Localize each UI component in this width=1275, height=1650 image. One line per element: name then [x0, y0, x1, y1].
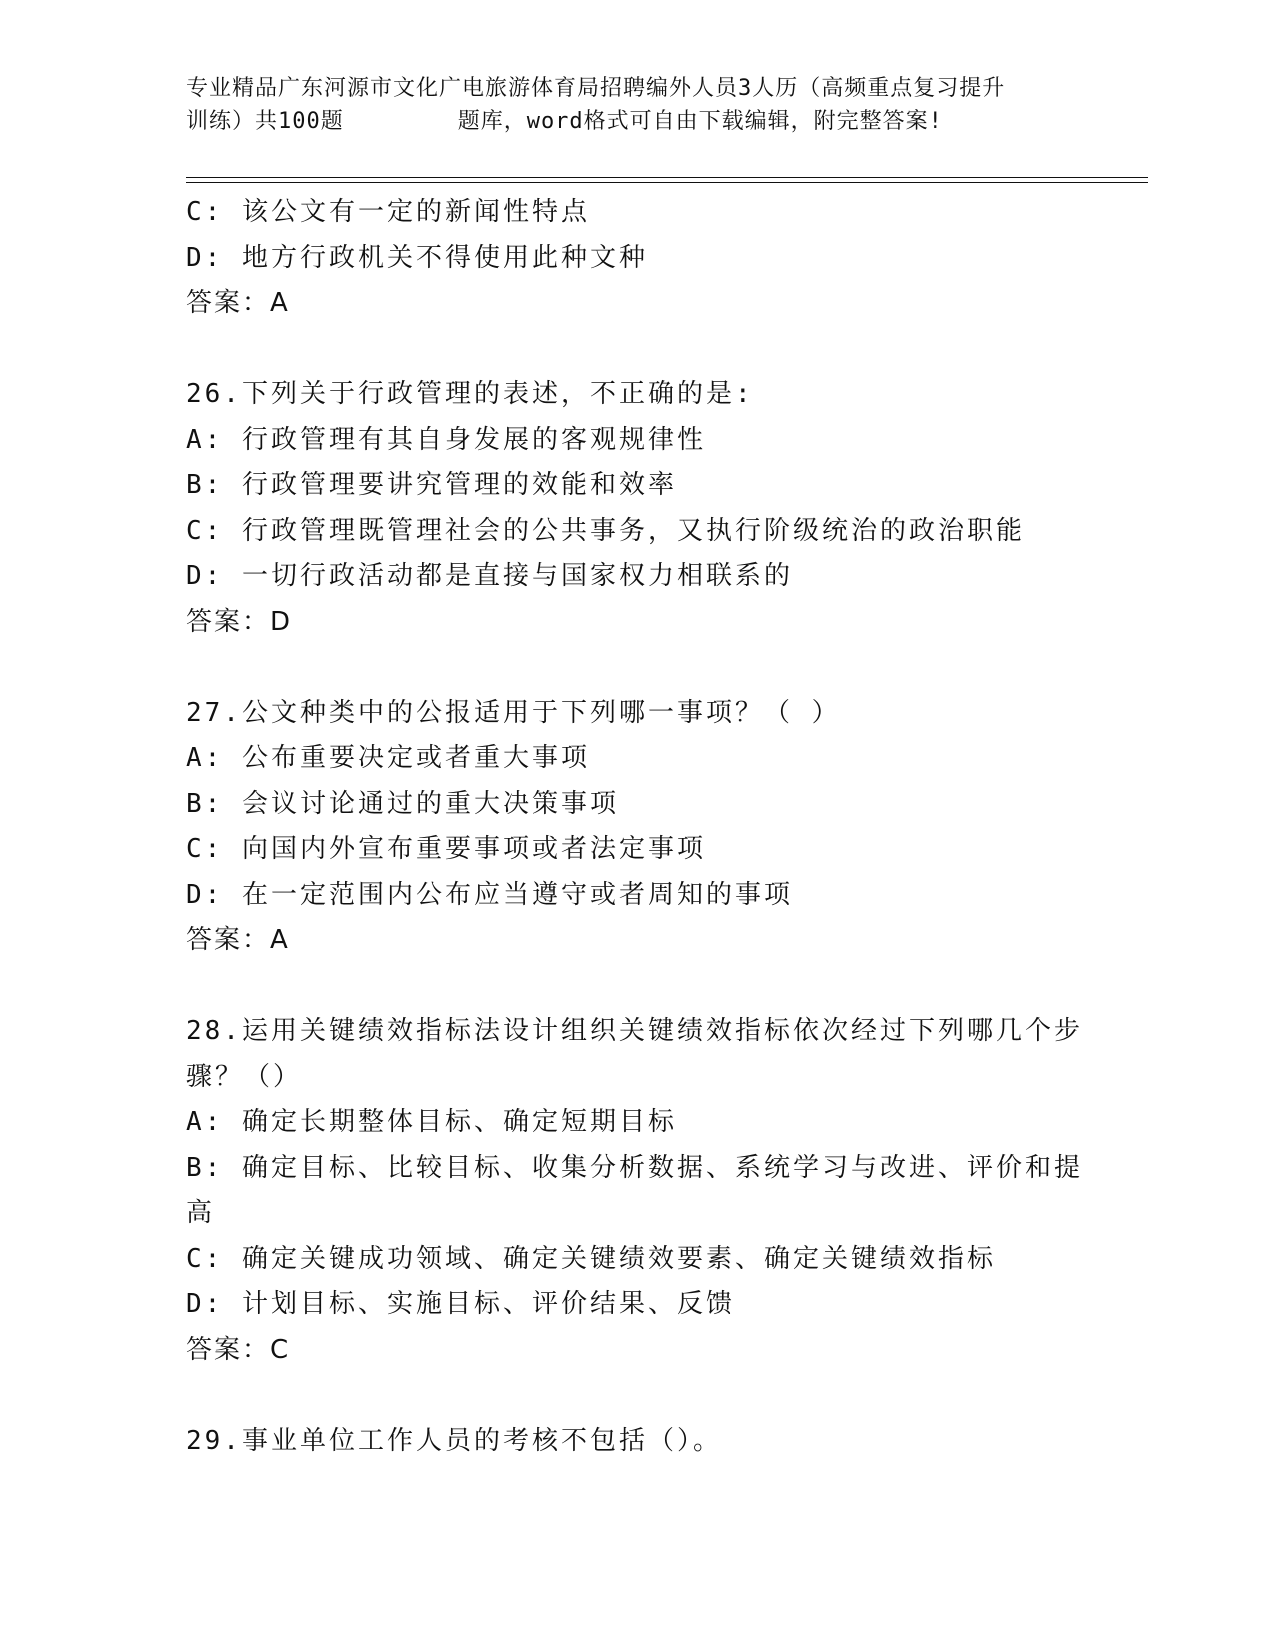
answer-line: 答案：C — [186, 1334, 291, 1365]
option-c: C: 向国内外宣布重要事项或者法定事项 — [186, 834, 706, 864]
header-title-line2: 训练）共100题 题库，word格式可自由下载编辑，附完整答案! — [186, 109, 943, 134]
option-c: C: 该公文有一定的新闻性特点 — [186, 197, 590, 227]
option-b: B: 确定目标、比较目标、收集分析数据、系统学习与改进、评价和提 — [186, 1152, 1083, 1183]
option-c: C: 确定关键成功领域、确定关键绩效要素、确定关键绩效指标 — [186, 1243, 996, 1274]
header-title-line1: 专业精品广东河源市文化广电旅游体育局招聘编外人员3人历（高频重点复习提升 — [186, 76, 1006, 101]
option-d: D: 计划目标、实施目标、评价结果、反馈 — [186, 1289, 735, 1319]
question-stem: 26.下列关于行政管理的表述，不正确的是: — [186, 379, 754, 409]
option-b-continued: 高 — [186, 1198, 216, 1228]
question-stem: 27.公文种类中的公报适用于下列哪一事项？（ ） — [186, 697, 841, 728]
spacer — [186, 1373, 1106, 1419]
question-stem: 28.运用关键绩效指标法设计组织关键绩效指标依次经过下列哪几个步 — [186, 1016, 1083, 1046]
option-d: D: 一切行政活动都是直接与国家权力相联系的 — [186, 561, 793, 591]
spacer — [186, 645, 1106, 691]
question-stem: 29.事业单位工作人员的考核不包括（）。 — [186, 1425, 722, 1456]
option-b: B: 行政管理要讲究管理的效能和效率 — [186, 470, 677, 500]
option-d: D: 在一定范围内公布应当遵守或者周知的事项 — [186, 879, 793, 910]
answer-line: 答案：A — [186, 925, 290, 955]
spacer — [186, 964, 1106, 1010]
option-b: B: 会议讨论通过的重大决策事项 — [186, 788, 619, 819]
answer-line: 答案：A — [186, 288, 290, 318]
header-divider-top — [186, 177, 1148, 178]
option-a: A: 公布重要决定或者重大事项 — [186, 743, 590, 773]
option-c: C: 行政管理既管理社会的公共事务，又执行阶级统治的政治职能 — [186, 515, 1025, 546]
answer-line: 答案：D — [186, 606, 293, 637]
question-stem-continued: 骤？（） — [186, 1061, 303, 1092]
option-a: A: 确定长期整体目标、确定短期目标 — [186, 1107, 677, 1137]
spacer — [186, 327, 1106, 373]
question-list — [186, 190, 1106, 1464]
document-header — [186, 72, 1106, 138]
option-d: D: 地方行政机关不得使用此种文种 — [186, 242, 648, 273]
header-divider-bottom — [186, 182, 1148, 183]
option-a: A: 行政管理有其自身发展的客观规律性 — [186, 424, 706, 455]
